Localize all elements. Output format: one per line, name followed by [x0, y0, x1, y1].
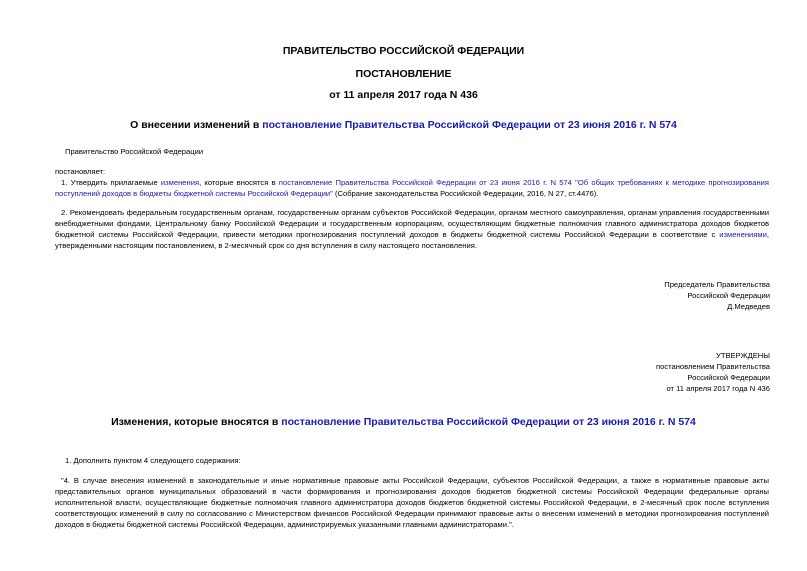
item-1-paragraph	[55, 177, 769, 199]
approval-organization: Российской Федерации	[687, 373, 770, 382]
change-1-lead: 1. Дополнить пунктом 4 следующего содержания:	[65, 456, 241, 465]
issuer-text: Правительство Российской Федерации	[65, 147, 204, 156]
item-1-text-b: , которые вносятся в	[199, 178, 279, 187]
item-2-text-b: , утвержденными настоящим постановлением, в 2-месячный срок со дня вступления в силу настоящего постановления.	[55, 230, 769, 250]
item-2-text-a: 2. Рекомендовать федеральным государственным органам, государственным органам субъектов Российской Федерации, органам местного самоуправления, органам управления государственными внебюджетными фондами, Центральному банку Российской Федерации и государственным корпорациям, осуществляющим бюджетные полномочия главного администратора доходов бюджетов бюджетной системы Российской Федерации, привести методики прогнозирования поступлений доходов в бюджеты бюджетной системы Российской Федерации в соответствие с	[55, 208, 769, 239]
approval-by: постановлением Правительства	[655, 362, 770, 371]
approval-stamp-block	[560, 350, 770, 394]
changes-title-prefix: Изменения, которые вносятся в	[111, 416, 282, 428]
signature-block	[560, 279, 770, 312]
item-1-changes-link[interactable]: изменения	[160, 178, 200, 187]
item-1-resolution-link[interactable]: постановление Правительства Российской Федерации от 23 июня 2016 г. N 574 "Об общих требованиях к методике прогнозирования поступлений доходов в бюджеты бюджетной системы Российской Федерации"	[55, 178, 769, 198]
document-type-heading: ПОСТАНОВЛЕНИЕ	[355, 68, 452, 80]
document-title-link[interactable]: постановление Правительства Российской Федерации от 23 июня 2016 г. N 574	[262, 119, 677, 131]
item-2-paragraph	[55, 207, 769, 251]
document-date-number: от 11 апреля 2017 года N 436	[329, 89, 478, 101]
signature-position: Председатель Правительства	[664, 280, 770, 289]
signature-name: Д.Медведев	[727, 302, 770, 311]
changes-title	[0, 416, 807, 428]
government-heading: ПРАВИТЕЛЬСТВО РОССИЙСКОЙ ФЕДЕРАЦИИ	[282, 45, 525, 57]
signature-organization: Российской Федерации	[687, 291, 770, 300]
change-1-quote: "4. В случае внесения изменений в законодательные и иные нормативные правовые акты Российской Федерации, субъектов Российской Федерации, а также в нормативные правовые акты представительных органов муниципальных образований в части формирования и прогнозирования доходов бюджетов бюджетной системы Российской Федерации федеральные органы исполнительной власти, осуществляющие бюджетные полномочия главного администратора доходов бюджетов бюджетной системы Российской Федерации, в 2-месячный срок после вступления соответствующих изменений в силу по согласованию с Министерством финансов Российской Федерации принимают правовые акты о внесении изменений в методики прогнозирования поступлений доходов в бюджеты бюджетной системы Российской Федерации, администрируемых указанными главными администраторами.".	[55, 476, 769, 529]
changes-title-link[interactable]: постановление Правительства Российской Федерации от 23 июня 2016 г. N 574	[281, 416, 696, 428]
decides-text: постановляет:	[55, 167, 106, 176]
document-title	[0, 119, 807, 131]
item-1-text-c: (Собрание законодательства Российской Федерации, 2016, N 27, ст.4476).	[332, 189, 599, 198]
approval-label: УТВЕРЖДЕНЫ	[716, 351, 770, 360]
approval-date-number: от 11 апреля 2017 года N 436	[666, 384, 770, 393]
item-1-text-a: 1. Утвердить прилагаемые	[61, 178, 161, 187]
item-2-changes-link[interactable]: изменениями	[719, 230, 767, 239]
document-title-prefix: О внесении изменений в	[130, 119, 263, 131]
